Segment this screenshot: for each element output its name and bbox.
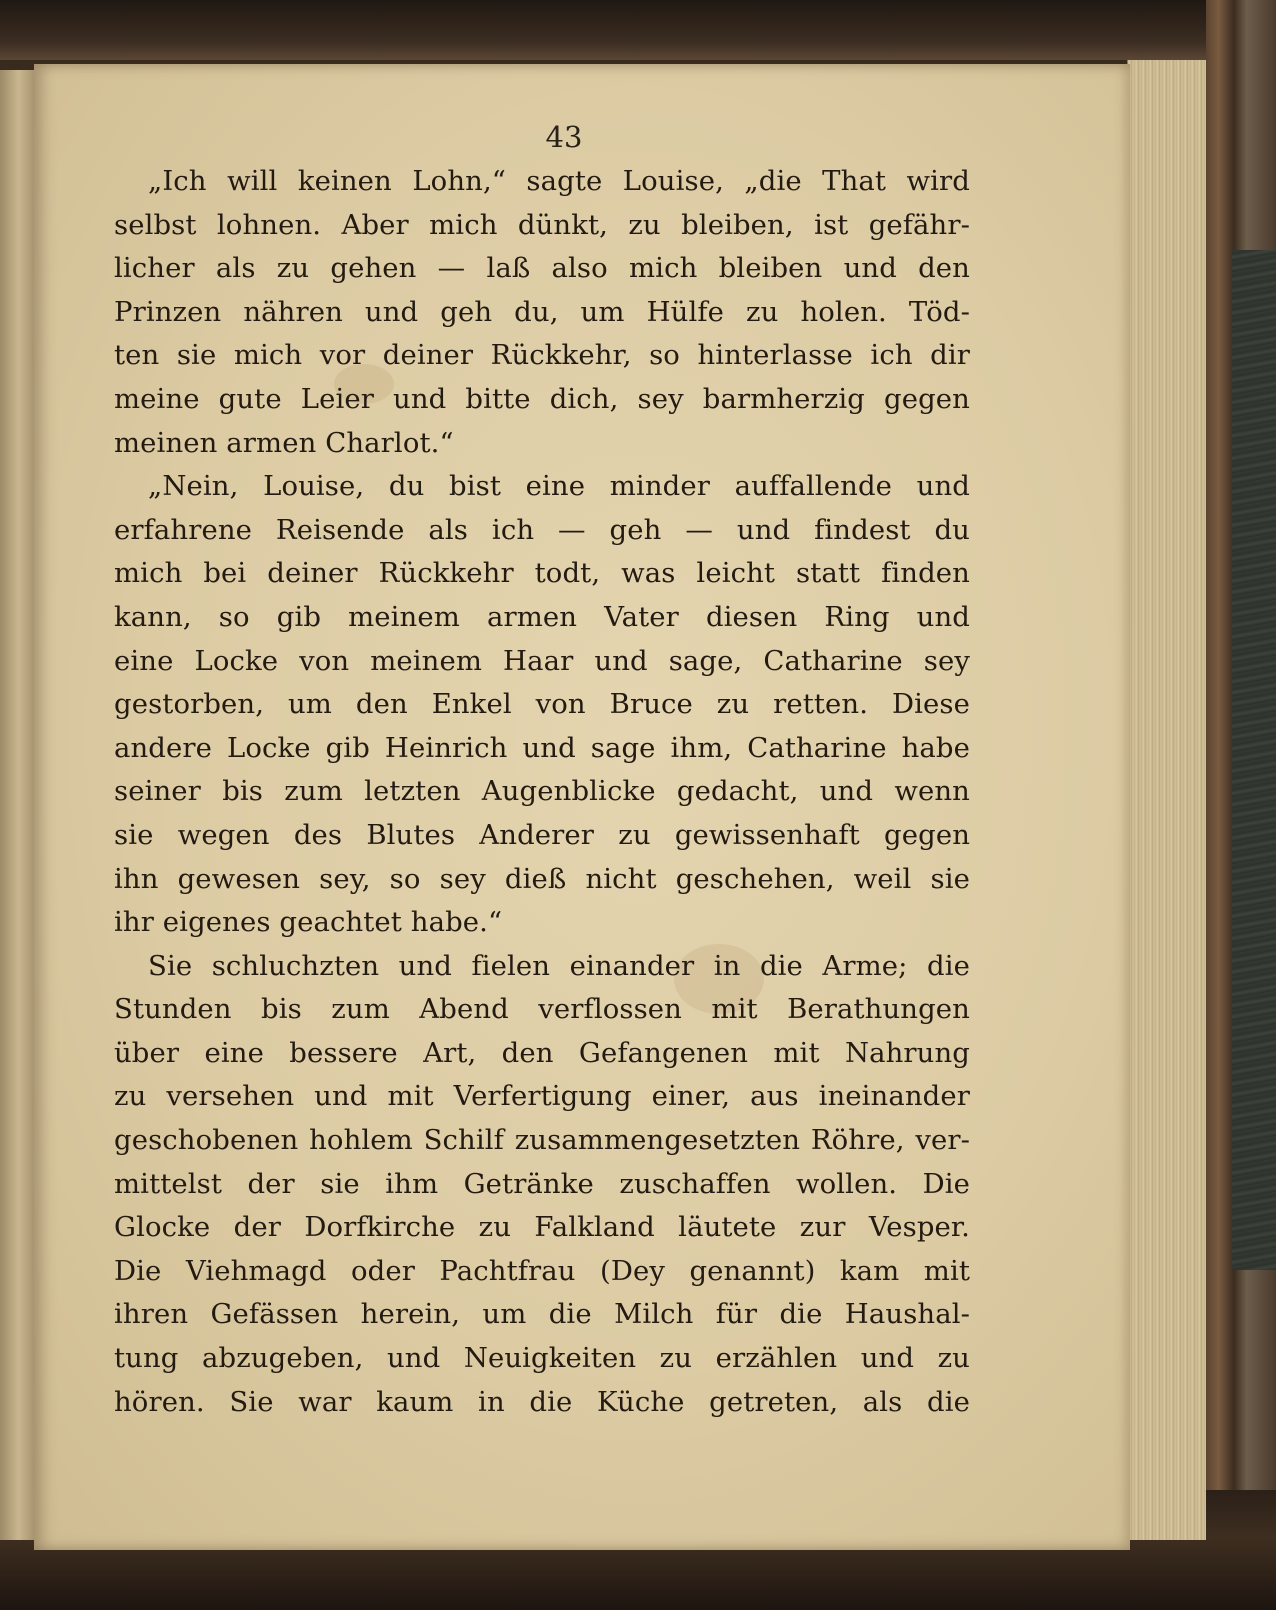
text-line: zu versehen und mit Verfertigung einer, aus ineinander [114, 1080, 970, 1113]
text-line: ihren Gefässen herein, um die Milch für die Haushal- [114, 1298, 970, 1331]
text-line: Glocke der Dorfkirche zu Falkland läutete zur Vesper. [114, 1211, 970, 1244]
text-line: mittelst der sie ihm Getränke zuschaffen wollen. Die [114, 1167, 970, 1200]
text-line: licher als zu gehen — laß also mich bleiben und den [114, 252, 970, 285]
book-page [34, 64, 1130, 1550]
text-line: Sie schluchzten und fielen einander in die Arme; die [148, 949, 970, 982]
text-line: ihn gewesen sey, so sey dieß nicht geschehen, weil sie [114, 862, 970, 895]
text-line: mich bei deiner Rückkehr todt, was leicht statt finden [114, 557, 970, 590]
text-line: sie wegen des Blutes Anderer zu gewissenhaft gegen [114, 818, 970, 851]
text-line: Prinzen nähren und geh du, um Hülfe zu holen. Töd- [114, 295, 970, 328]
facing-page-edge [0, 70, 34, 1540]
text-line: „Ich will keinen Lohn,“ sagte Louise, „die That wird [148, 165, 970, 197]
text-line: Die Viehmagd oder Pachtfrau (Dey genannt) kam mit [114, 1254, 970, 1287]
body-text [114, 160, 970, 1424]
page-block-edges [1127, 60, 1206, 1540]
text-line: meine gute Leier und bitte dich, sey barmherzig gegen [114, 382, 970, 415]
text-line: tung abzugeben, und Neuigkeiten zu erzählen und zu [114, 1342, 970, 1375]
book-cover-cloth [1232, 250, 1276, 1270]
text-line: Stunden bis zum Abend verflossen mit Berathungen [114, 993, 970, 1026]
text-line: gestorben, um den Enkel von Bruce zu retten. Diese [114, 688, 970, 721]
text-line: erfahrene Reisende als ich — geh — und findest du [114, 513, 970, 546]
text-line: über eine bessere Art, den Gefangenen mit Nahrung [114, 1036, 970, 1069]
text-line: ten sie mich vor deiner Rückkehr, so hinterlasse ich dir [114, 339, 970, 372]
text-line: geschobenen hohlem Schilf zusammengesetzten Röhre, ver- [114, 1124, 970, 1157]
text-line: „Nein, Louise, du bist eine minder auffallende und [148, 470, 970, 503]
text-line: selbst lohnen. Aber mich dünkt, zu bleiben, ist gefähr- [114, 208, 970, 241]
text-line: seiner bis zum letzten Augenblicke gedacht, und wenn [114, 775, 970, 808]
book-cover-top [0, 0, 1276, 60]
text-line: andere Locke gib Heinrich und sage ihm, Catharine habe [114, 731, 970, 764]
text-line: kann, so gib meinem armen Vater diesen Ring und [114, 600, 970, 633]
text-line: eine Locke von meinem Haar und sage, Catharine sey [114, 644, 970, 677]
text-line: meinen armen Charlot.“ [114, 426, 454, 459]
text-line: hören. Sie war kaum in die Küche getreten, als die [114, 1385, 970, 1418]
page-number: 43 [545, 120, 583, 154]
text-line: ihr eigenes geachtet habe.“ [114, 906, 503, 939]
